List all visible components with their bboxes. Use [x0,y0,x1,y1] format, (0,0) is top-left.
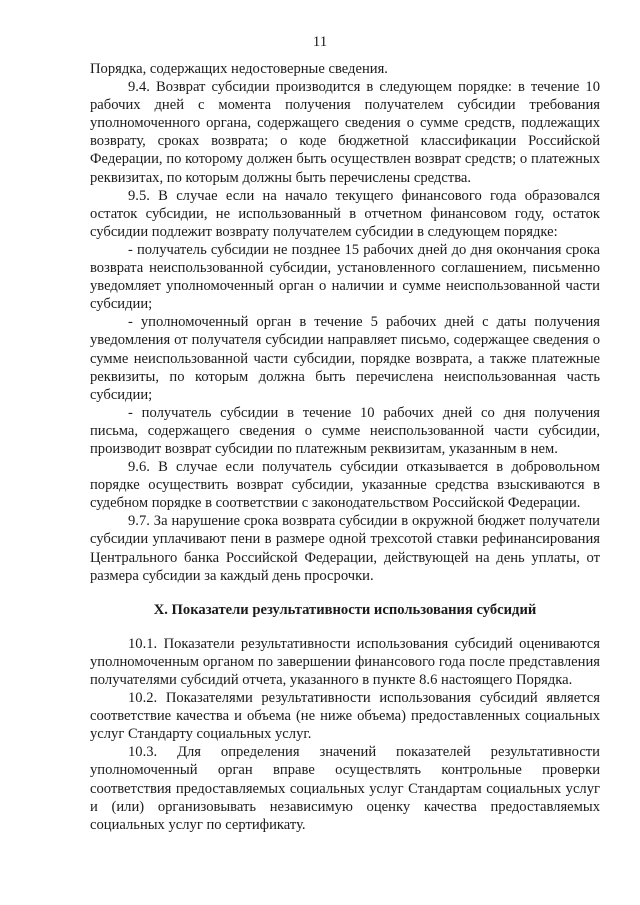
paragraph-9-7: 9.7. За нарушение срока возврата субсидии в окружной бюджет получатели субсидии уплачивают пени в размере одной трехсотой ставки рефинансирования Центрального банка Российской Федерации, действующей на день уплаты, от размера субсидии за каждый день просрочки. [90,513,600,584]
paragraph-9-4: 9.4. Возврат субсидии производится в следующем порядке: в течение 10 рабочих дней с момента получения получателем субсидии требования уполномоченного органа, содержащего сведения о сумме средств, подлежащих возврату, сроках возврата; о коде бюджетной классификации Российской Федерации, по которому должен быть осуществлен возврат средств; о платежных реквизитах, по которым должны быть перечислены средства. [90,79,600,186]
paragraph-9-6: 9.6. В случае если получатель субсидии отказывается в добровольном порядке осуществить возврат субсидии, указанные средства взыскиваются в судебном порядке в соответствии с законодательством Российской Федерации. [90,459,600,512]
paragraph-9-5-item-1: - получатель субсидии не позднее 15 рабочих дней до дня окончания срока возврата неиспользованной субсидии, установленного соглашением, письменно уведомляет уполномоченный орган о наличии и сумме неиспользованной части субсидии; [90,241,600,313]
paragraph-10-3: 10.3. Для определения значений показателей результативности уполномоченный орган вправе осуществлять контрольные проверки соответствия предоставляемых социальных услуг Стандартам социальных услуг и (или) организовывать независимую оценку качества предоставляемых социальных услуг по сертификату. [90,744,600,833]
section-heading-x: X. Показатели результативности использования субсидий [153,601,537,618]
paragraph-10-1: 10.1. Показатели результативности использования субсидий оцениваются уполномоченным органом по завершении финансового года после представления получателями субсидий отчета, указанного в пункте 8.6 настоящего Порядка. [90,635,600,688]
paragraph-9-5-item-2: - уполномоченный орган в течение 5 рабочих дней с даты получения уведомления от получателя субсидии направляет письмо, содержащее сведения о сумме неиспользованной части субсидии, порядке возврата, а также платежные реквизиты, по которым должна быть перечислена неиспользованная часть субсидии; [90,314,600,403]
paragraph-9-5: 9.5. В случае если на начало текущего финансового года образовался остаток субсидии, не использованный в отчетном финансовом году, остаток субсидии подлежит возврату получателем субсидии в следующем порядке: [90,187,600,240]
document-body [90,60,600,834]
paragraph-10-2: 10.2. Показателями результативности использования субсидий является соответствие качества и объема (не ниже объема) предоставленных социальных услуг Стандарту социальных услуг. [90,690,600,743]
paragraph-continuation: Порядка, содержащих недостоверные сведения. [90,61,388,77]
paragraph-9-5-item-3: - получатель субсидии в течение 10 рабочих дней со дня получения письма, содержащего сведения о сумме неиспользованной части субсидии, производит возврат субсидии по платежным реквизитам, указанным в нем. [90,404,600,457]
page-number: 11 [312,34,328,50]
